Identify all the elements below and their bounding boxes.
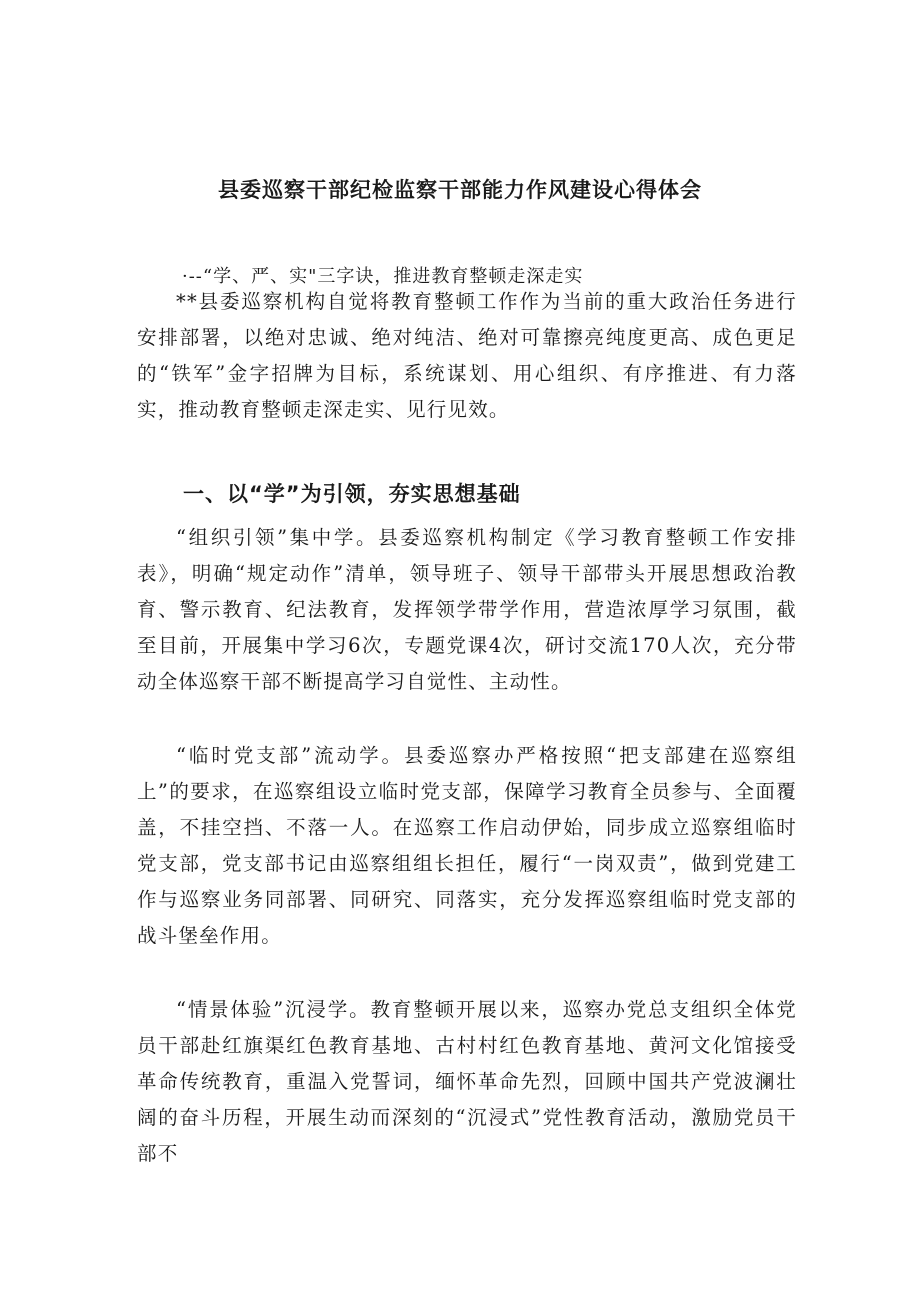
document-title: 县委巡察干部纪检监察干部能力作风建设心得体会: [218, 178, 702, 202]
body-paragraph: “情景体验”沉浸学。教育整顿开展以来，巡察办党总支组织全体党员干部赴红旗渠红色教育基地、古村村红色教育基地、黄河文化馆接受革命传统教育，重温入党誓词，缅怀革命先烈，回顾中国共产党波澜壮阔的奋斗历程，开展生动而深刻的“沉浸式”党性教育活动，激励党员干部不: [137, 998, 797, 1165]
intro-paragraph: **县委巡察机构自觉将教育整顿工作作为当前的重大政治任务进行安排部署，以绝对忠诚、绝对纯洁、绝对可靠擦亮纯度更高、成色更足的“铁军”金字招牌为目标，系统谋划、用心组织、有序推进、有力落实，推动教育整顿走深走实、见行见效。: [137, 290, 797, 421]
document-subtitle: ·--“学、严、实"三字诀，推进教育整顿走深走实: [182, 266, 584, 287]
body-paragraph: “组织引领”集中学。县委巡察机构制定《学习教育整顿工作安排表》，明确“规定动作”清单，领导班子、领导干部带头开展思想政治教育、警示教育、纪法教育，发挥领学带学作用，营造浓厚学习氛围，截至目前，开展集中学习6次，专题党课4次，研讨交流170人次，充分带动全体巡察干部不断提高学习自觉性、主动性。: [137, 526, 797, 693]
body-paragraph: “临时党支部”流动学。县委巡察办严格按照“把支部建在巡察组上”的要求，在巡察组设立临时党支部，保障学习教育全员参与、全面覆盖，不挂空挡、不落一人。在巡察工作启动伊始，同步成立巡察组临时党支部，党支部书记由巡察组组长担任，履行“一岗双责”，做到党建工作与巡察业务同部署、同研究、同落实，充分发挥巡察组临时党支部的战斗堡垒作用。: [137, 744, 797, 947]
section-heading: 一、以“学”为引领，夯实思想基础: [183, 482, 521, 506]
